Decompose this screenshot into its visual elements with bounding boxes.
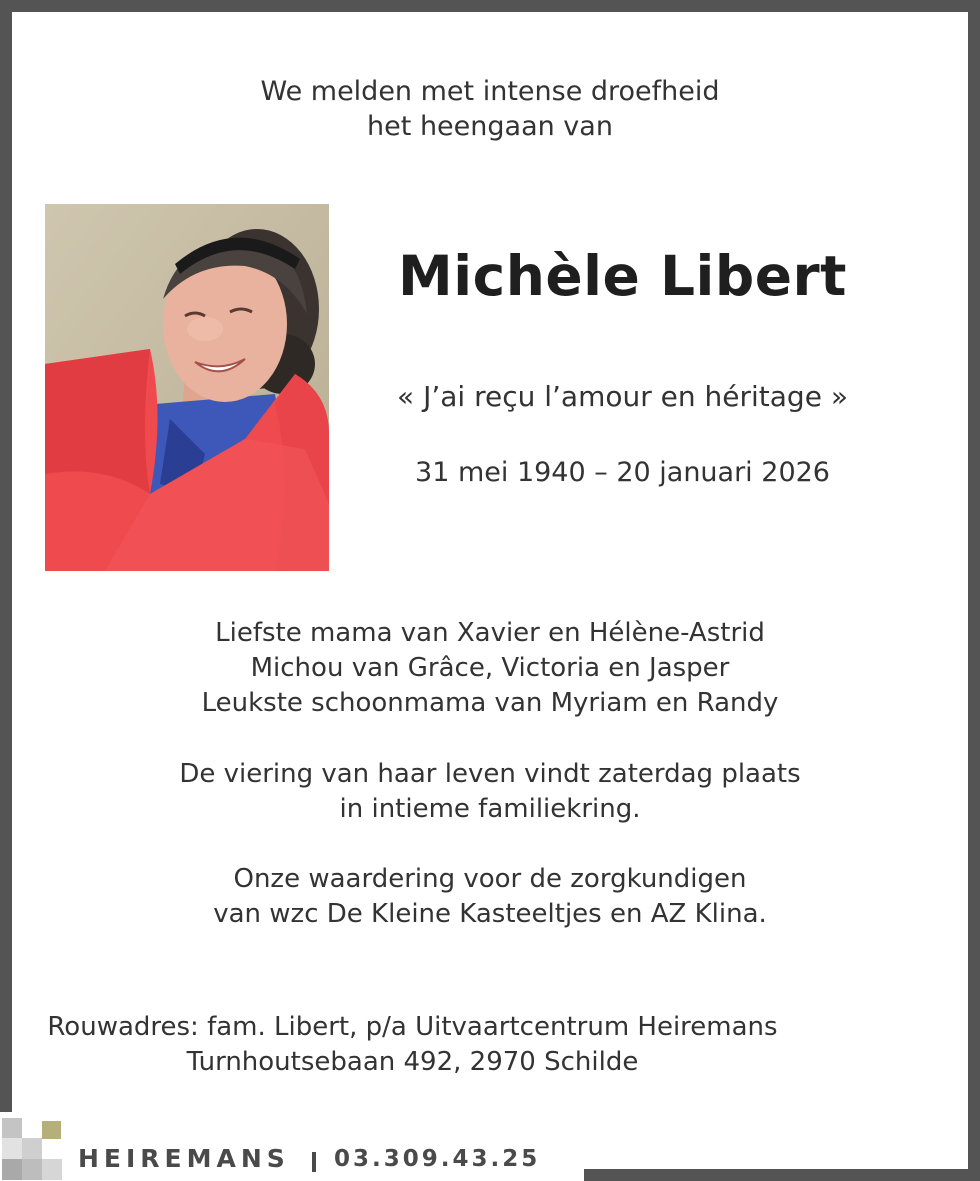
family-line: Liefste mama van Xavier en Hélène-Astrid <box>215 618 765 648</box>
ceremony-paragraph <box>120 757 860 827</box>
bottom-border <box>584 1169 980 1181</box>
brand-separator <box>312 1152 316 1172</box>
mourning-address <box>40 1010 785 1080</box>
family-paragraph <box>120 616 860 721</box>
address-line: Turnhoutsebaan 492, 2970 Schilde <box>186 1047 639 1077</box>
portrait-photo <box>45 204 329 571</box>
heiremans-logo-icon <box>2 1118 62 1180</box>
family-line: Leukste schoonmama van Myriam en Randy <box>201 688 779 718</box>
thanks-line: Onze waardering voor de zorgkundigen <box>233 864 747 894</box>
memorial-quote: « J’ai reçu l’amour en héritage » <box>397 380 848 413</box>
phone-number: 03.309.43.25 <box>334 1146 541 1172</box>
address-line: Rouwadres: fam. Libert, p/a Uitvaartcentrum Heiremans <box>47 1012 778 1042</box>
thanks-line: van wzc De Kleine Kasteeltjes en AZ Klina. <box>213 899 767 929</box>
portrait-illustration <box>45 204 329 571</box>
ceremony-line: in intieme familiekring. <box>339 794 641 824</box>
family-line: Michou van Grâce, Victoria en Jasper <box>250 653 730 683</box>
brand-name: HEIREMANS <box>78 1144 290 1173</box>
ceremony-line: De viering van haar leven vindt zaterdag plaats <box>179 759 801 789</box>
deceased-name: Michèle Libert <box>398 244 847 308</box>
life-dates: 31 mei 1940 – 20 januari 2026 <box>415 457 830 488</box>
intro-text <box>190 74 790 144</box>
thanks-paragraph <box>120 862 860 932</box>
intro-line: het heengaan van <box>367 111 613 142</box>
intro-line: We melden met intense droefheid <box>260 76 720 107</box>
